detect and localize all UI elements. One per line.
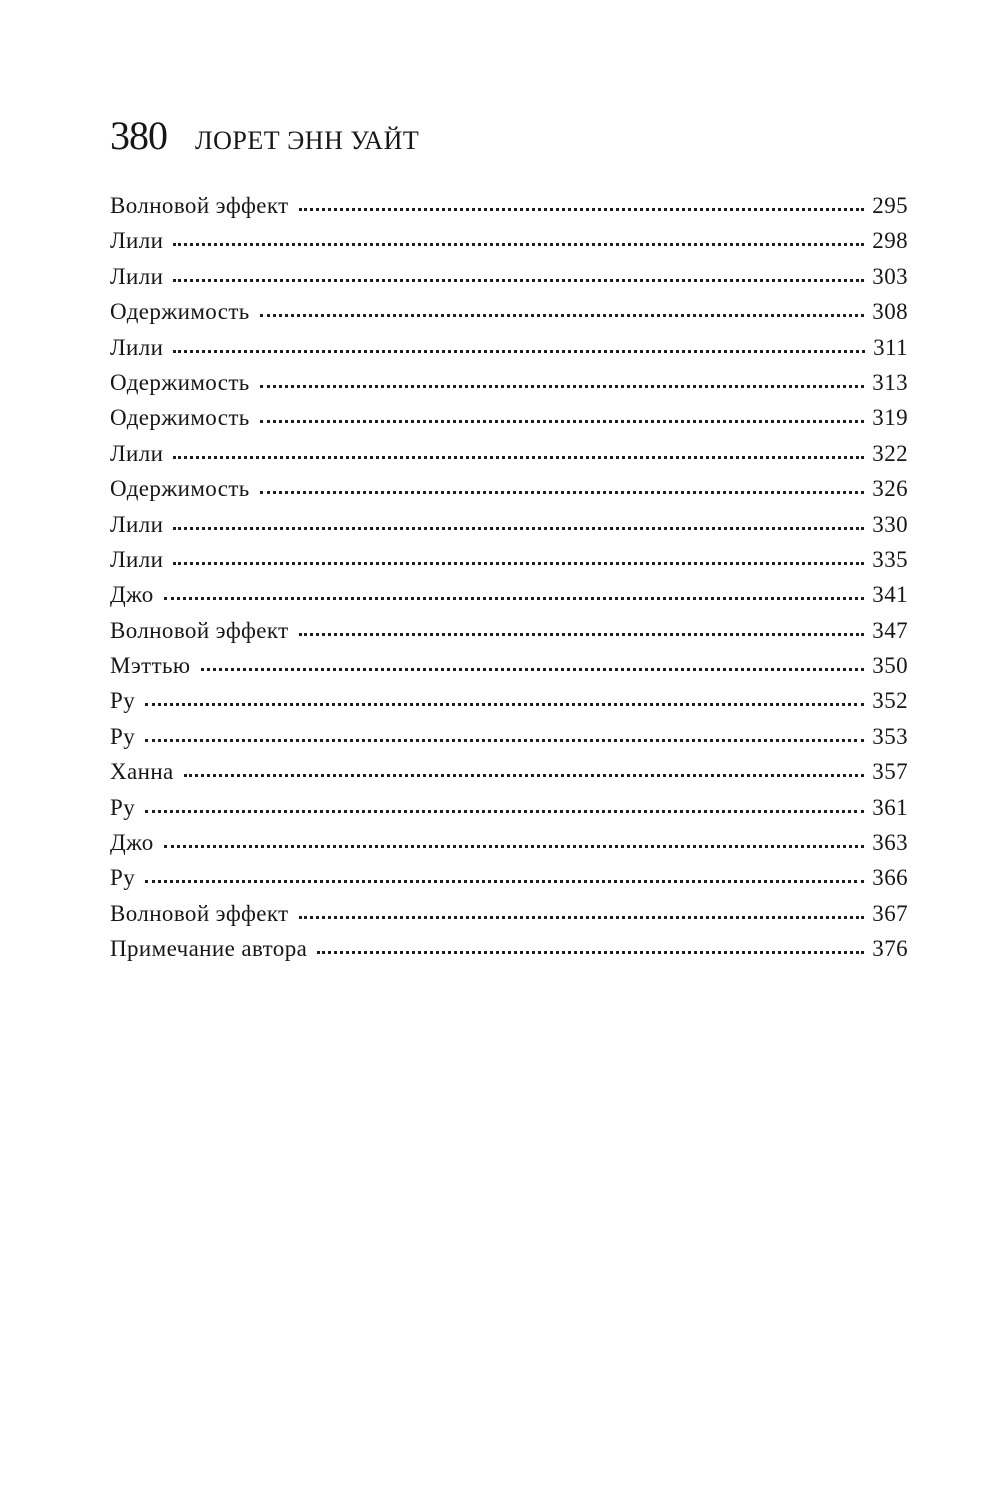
toc-entry: [110, 405, 908, 440]
toc-entry-page: 313: [872, 369, 908, 395]
toc-entry: [110, 901, 908, 936]
dot-leader: [299, 208, 865, 211]
toc-entry-page: 330: [872, 511, 908, 537]
toc-entry: [110, 512, 908, 547]
toc-entry-page: 361: [872, 794, 908, 820]
dot-leader: [145, 703, 864, 706]
toc-entry-title: Волновой эффект: [110, 900, 289, 926]
dot-leader: [260, 491, 865, 494]
dot-leader: [299, 916, 865, 919]
dot-leader: [173, 456, 864, 459]
toc-entry-page: 353: [872, 723, 908, 749]
toc-entry-title: Лили: [110, 440, 164, 466]
toc-entry: [110, 299, 908, 334]
toc-entry: [110, 795, 908, 830]
toc-entry-title: Одержимость: [110, 405, 250, 431]
toc-entry-page: 295: [872, 193, 908, 218]
toc-entry: [110, 688, 908, 723]
toc-entry: [110, 618, 908, 653]
toc-entry: [110, 441, 908, 476]
toc-entry-title: Одержимость: [110, 476, 250, 502]
toc-entry-title: Мэттью: [110, 653, 191, 679]
toc-entry-page: 326: [872, 476, 908, 502]
dot-leader: [173, 350, 865, 353]
toc-entry-title: Ру: [110, 688, 136, 714]
dot-leader: [173, 562, 864, 565]
toc-entry: [110, 228, 908, 263]
toc-entry-title: Ханна: [110, 759, 174, 785]
dot-leader: [173, 527, 864, 530]
table-of-contents: [110, 193, 908, 972]
toc-entry-title: Лили: [110, 263, 164, 289]
toc-entry-title: Одержимость: [110, 369, 250, 395]
toc-entry-title: Одержимость: [110, 299, 250, 325]
running-head: [110, 112, 910, 172]
toc-entry: [110, 830, 908, 865]
toc-entry: [110, 547, 908, 582]
toc-entry: [110, 582, 908, 617]
dot-leader: [260, 420, 865, 423]
toc-entry-page: 303: [872, 263, 908, 289]
dot-leader: [260, 385, 865, 388]
toc-entry-title: Волновой эффект: [110, 193, 289, 218]
toc-entry-title: Джо: [110, 830, 154, 856]
dot-leader: [145, 739, 864, 742]
toc-entry-title: Ру: [110, 794, 136, 820]
dot-leader: [173, 243, 864, 246]
toc-entry-page: 347: [872, 617, 908, 643]
toc-entry-title: Лили: [110, 334, 164, 360]
toc-entry-page: 322: [872, 440, 908, 466]
toc-entry-page: 367: [872, 900, 908, 926]
author-name: ЛОРЕТ ЭНН УАЙТ: [195, 126, 420, 155]
toc-entry: [110, 370, 908, 405]
toc-entry-title: Лили: [110, 228, 164, 254]
toc-entry-title: Ру: [110, 723, 136, 749]
toc-entry-title: Волновой эффект: [110, 617, 289, 643]
dot-leader: [201, 668, 865, 671]
toc-entry: [110, 193, 908, 228]
toc-entry: [110, 724, 908, 759]
dot-leader: [164, 597, 865, 600]
dot-leader: [299, 633, 865, 636]
toc-entry-page: 311: [873, 334, 908, 360]
toc-entry-page: 363: [872, 830, 908, 856]
toc-entry-page: 335: [872, 546, 908, 572]
toc-entry-title: Лили: [110, 546, 164, 572]
toc-entry: [110, 759, 908, 794]
toc-entry-page: 357: [872, 759, 908, 785]
toc-entry: [110, 653, 908, 688]
toc-entry: [110, 476, 908, 511]
toc-entry-page: 319: [872, 405, 908, 431]
page-number: 380: [110, 113, 167, 158]
toc-entry: [110, 264, 908, 299]
toc-entry-page: 376: [872, 936, 908, 962]
toc-entry-title: Ру: [110, 865, 136, 891]
dot-leader: [317, 951, 864, 954]
toc-entry-page: 366: [872, 865, 908, 891]
dot-leader: [260, 314, 865, 317]
dot-leader: [145, 810, 864, 813]
dot-leader: [145, 880, 864, 883]
toc-entry: [110, 335, 908, 370]
toc-entry-page: 352: [872, 688, 908, 714]
toc-entry: [110, 865, 908, 900]
dot-leader: [164, 845, 865, 848]
toc-entry: [110, 936, 908, 971]
toc-entry-title: Примечание автора: [110, 936, 308, 962]
toc-entry-page: 298: [872, 228, 908, 254]
dot-leader: [173, 279, 864, 282]
toc-entry-title: Лили: [110, 511, 164, 537]
toc-entry-page: 350: [872, 653, 908, 679]
dot-leader: [184, 774, 865, 777]
toc-entry-page: 341: [872, 582, 908, 608]
toc-entry-title: Джо: [110, 582, 154, 608]
toc-entry-page: 308: [872, 299, 908, 325]
